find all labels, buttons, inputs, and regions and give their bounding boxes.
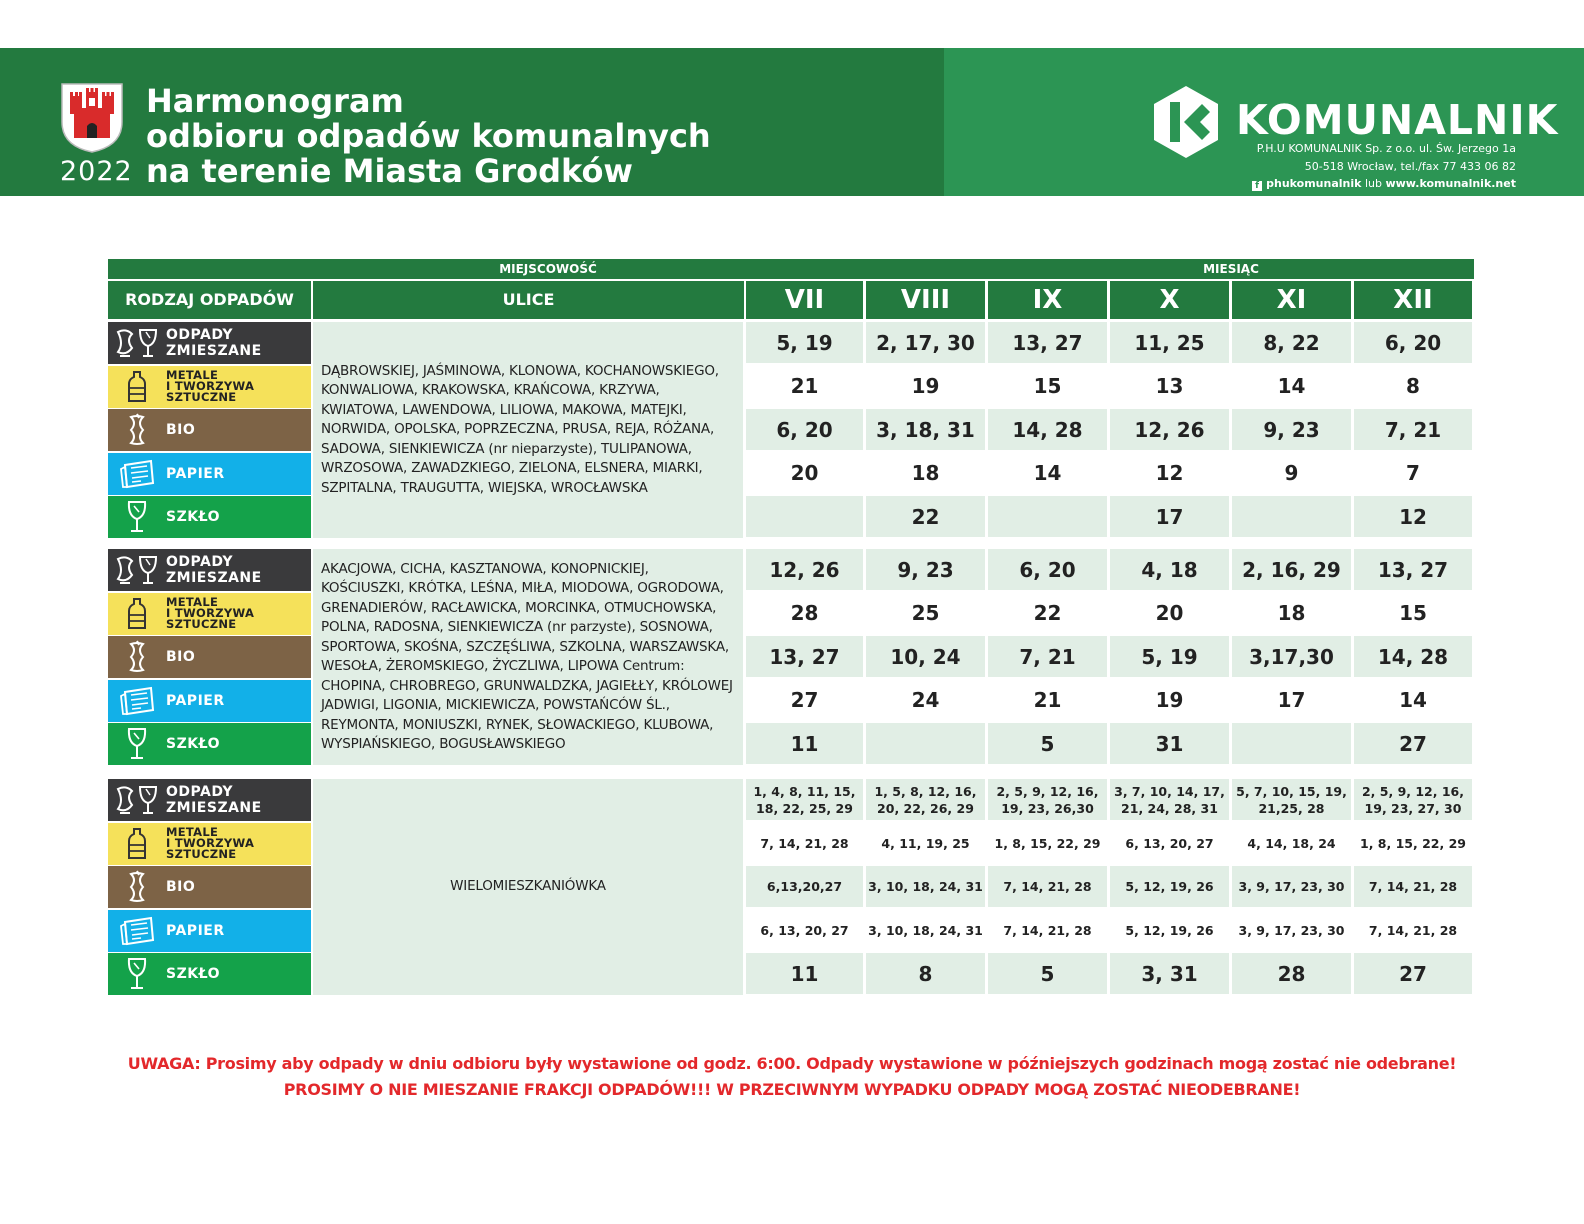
pickup-dates: 12 [1110,453,1229,494]
brand-name: KOMUNALNIK [1236,96,1559,144]
group-label-location: MIEJSCOWOŚĆ [108,259,988,279]
pickup-dates: 7, 14, 21, 28 [1354,866,1472,907]
pickup-dates: 5, 7, 10, 15, 19, 21,25, 28 [1232,779,1351,820]
waste-type-apple-core [108,866,311,908]
waste-type-label [166,736,220,752]
pickup-dates: 6, 20 [988,549,1107,590]
address-line-1: P.H.U KOMUNALNIK Sp. z o.o. ul. Św. Jerzego 1a [1256,142,1516,155]
pickup-dates: 7, 14, 21, 28 [746,823,863,864]
pickup-dates: 12, 26 [746,549,863,590]
pickup-dates: 9 [1232,453,1351,494]
pickup-dates: 8, 22 [1232,322,1351,363]
pickup-dates: 2, 16, 29 [1232,549,1351,590]
waste-type-bottle [108,366,311,408]
pickup-dates: 25 [866,593,985,634]
header-month-xi: XI [1232,281,1351,319]
schedule-year: 2022 [60,156,133,187]
waste-type-label-line: ODPADY [166,327,234,343]
wine-glass-icon [108,953,166,995]
pickup-dates: 21 [988,680,1107,721]
pickup-dates: 21 [746,366,863,407]
waste-type-label-line: I TWORZYWA [166,379,255,394]
pickup-dates: 11 [746,723,863,764]
header-month-xii: XII [1354,281,1472,319]
pickup-dates: 14 [1232,366,1351,407]
waste-type-wine-glass [108,496,311,538]
social-links [1252,177,1516,191]
newspaper-icon [108,453,166,495]
facebook-link[interactable]: phukomunalnik [1266,177,1362,190]
pickup-dates: 6, 13, 20, 27 [1110,823,1229,864]
waste-type-bottle [108,593,311,635]
social-separator: lub [1361,177,1386,190]
waste-type-label [166,827,254,860]
pickup-dates: 4, 18 [1110,549,1229,590]
bottle-icon [108,823,166,865]
pickup-dates: 18 [1232,593,1351,634]
pickup-dates: 5 [988,953,1107,994]
waste-type-label-line: METALE [166,595,219,610]
waste-type-newspaper [108,680,311,722]
header-month-ix: IX [988,281,1107,319]
pickup-dates: 5, 12, 19, 26 [1110,866,1229,907]
pickup-dates: 12, 26 [1110,409,1229,450]
waste-type-mixed-waste [108,549,311,591]
pickup-dates [746,496,863,537]
street-list: DĄBROWSKIEJ, JAŚMINOWA, KLONOWA, KOCHANOWSKIEGO, KONWALIOWA, KRAKOWSKA, KRAŃCOWA, KRZYWA, KWIATOWA, LAWENDOWA, LILIOWA, MAKOWA, MATEJKI, NORWIDA, OPOLSKA, POPRZECZNA, PRUSA, REJA, RÓŻANA, SADOWA, SIENKIEWICZA (nr nieparzyste), TULIPANOWA, WRZOSOWA, ZAWADZKIEGO, ZIELONA, ELSNERA, MIARKI, SZPITALNA, TRAUGUTTA, WIEJSKA, WROCŁAWSKA [313,322,743,538]
pickup-dates: 15 [988,366,1107,407]
pickup-dates: 1, 8, 15, 22, 29 [1354,823,1472,864]
pickup-dates: 17 [1110,496,1229,537]
pickup-dates: 12 [1354,496,1472,537]
pickup-dates: 31 [1110,723,1229,764]
pickup-dates: 2, 5, 9, 12, 16, 19, 23, 27, 30 [1354,779,1472,820]
pickup-dates: 28 [1232,953,1351,994]
header-month-x: X [1110,281,1229,319]
waste-type-mixed-waste [108,779,311,821]
waste-type-label-line: SZTUCZNE [166,847,237,862]
pickup-dates: 27 [1354,953,1472,994]
pickup-dates: 9, 23 [1232,409,1351,450]
mixed-waste-icon [108,779,166,821]
waste-type-label-line: ZMIESZANE [166,570,262,586]
header-streets: ULICE [313,281,744,319]
waste-type-label-line: ODPADY [166,554,234,570]
pickup-dates: 13, 27 [988,322,1107,363]
pickup-dates: 2, 5, 9, 12, 16, 19, 23, 26,30 [988,779,1107,820]
pickup-dates: 27 [1354,723,1472,764]
waste-type-label [166,923,225,939]
pickup-dates: 14 [988,453,1107,494]
waste-type-wine-glass [108,953,311,995]
waste-type-label [166,370,254,403]
waste-type-label [166,597,254,630]
waste-type-label-line: ZMIESZANE [166,343,262,359]
waste-type-label [166,879,195,895]
mixed-waste-icon [108,322,166,364]
pickup-dates: 8 [866,953,985,994]
pickup-dates: 1, 4, 8, 11, 15, 18, 22, 25, 29 [746,779,863,820]
waste-type-label-line: BIO [166,422,196,439]
pickup-dates [1232,496,1351,537]
pickup-dates: 19 [866,366,985,407]
pickup-dates: 20 [1110,593,1229,634]
pickup-dates: 22 [988,593,1107,634]
waste-type-label [166,966,220,982]
pickup-dates: 3, 7, 10, 14, 17, 21, 24, 28, 31 [1110,779,1229,820]
title-line-3: na terenie Miasta Grodków [146,152,633,190]
pickup-dates: 3,17,30 [1232,636,1351,677]
waste-type-label-line: SZTUCZNE [166,390,237,405]
pickup-dates: 2, 17, 30 [866,322,985,363]
pickup-dates: 1, 8, 15, 22, 29 [988,823,1107,864]
waste-type-label-line: SZKŁO [166,966,220,983]
waste-type-label [166,784,262,816]
waste-type-newspaper [108,453,311,495]
pickup-dates: 19 [1110,680,1229,721]
street-list: WIELOMIESZKANIÓWKA [313,779,743,995]
apple-core-icon [108,866,166,908]
waste-type-label-line: SZKŁO [166,509,220,526]
notice-line-1: UWAGA: Prosimy aby odpady w dniu odbioru były wystawione od godz. 6:00. Odpady wystawione w późniejszych godzinach mogą zostać nie odebrane! [127,1054,1457,1073]
waste-type-label-line: BIO [166,879,196,896]
pickup-dates: 7, 14, 21, 28 [988,910,1107,951]
facebook-icon: f [1252,181,1262,191]
pickup-dates: 22 [866,496,985,537]
pickup-dates: 9, 23 [866,549,985,590]
waste-type-label [166,509,220,525]
newspaper-icon [108,680,166,722]
apple-core-icon [108,409,166,451]
pickup-dates: 24 [866,680,985,721]
pickup-dates: 1, 5, 8, 12, 16, 20, 22, 26, 29 [866,779,985,820]
pickup-dates: 14, 28 [1354,636,1472,677]
pickup-dates: 3, 9, 17, 23, 30 [1232,910,1351,951]
waste-type-label-line: PAPIER [166,922,225,939]
pickup-dates: 5, 12, 19, 26 [1110,910,1229,951]
waste-type-wine-glass [108,723,311,765]
pickup-dates: 27 [746,680,863,721]
pickup-dates: 10, 24 [866,636,985,677]
pickup-dates: 5 [988,723,1107,764]
waste-type-label-line: SZKŁO [166,736,220,753]
pickup-dates: 5, 19 [746,322,863,363]
header-banner [0,48,1584,196]
pickup-dates: 3, 18, 31 [866,409,985,450]
waste-type-newspaper [108,910,311,952]
notice-line-2: PROSIMY O NIE MIESZANIE FRAKCJI ODPADÓW!!! W PRZECIWNYM WYPADKU ODPADY MOGĄ ZOSTAĆ NIEODEBRANE! [283,1080,1301,1099]
pickup-dates: 13, 27 [1354,549,1472,590]
waste-type-label [166,422,195,438]
pickup-dates: 18 [866,453,985,494]
pickup-dates: 13, 27 [746,636,863,677]
waste-type-bottle [108,823,311,865]
waste-type-label [166,327,262,359]
apple-core-icon [108,636,166,678]
komunalnik-logo-icon [1150,84,1222,160]
waste-type-label-line: I TWORZYWA [166,606,255,621]
pickup-dates: 7, 21 [988,636,1107,677]
waste-type-label-line: I TWORZYWA [166,836,255,851]
waste-type-label [166,554,262,586]
pickup-dates: 3, 10, 18, 24, 31 [866,866,985,907]
pickup-dates: 8 [1354,366,1472,407]
address-line-2: 50-518 Wrocław, tel./fax 77 433 06 82 [1304,160,1516,173]
pickup-dates: 4, 14, 18, 24 [1232,823,1351,864]
group-label-month: MIESIĄC [988,259,1474,279]
pickup-dates: 7, 14, 21, 28 [988,866,1107,907]
waste-type-label-line: METALE [166,368,219,383]
waste-type-label-line: PAPIER [166,692,225,709]
waste-type-label [166,649,195,665]
pickup-dates: 14, 28 [988,409,1107,450]
pickup-dates: 14 [1354,680,1472,721]
pickup-dates: 6, 20 [746,409,863,450]
pickup-dates: 4, 11, 19, 25 [866,823,985,864]
pickup-dates: 7 [1354,453,1472,494]
pickup-dates: 11, 25 [1110,322,1229,363]
waste-type-label-line: ZMIESZANE [166,800,262,816]
mixed-waste-icon [108,549,166,591]
waste-type-apple-core [108,636,311,678]
pickup-dates: 6, 20 [1354,322,1472,363]
pickup-dates: 17 [1232,680,1351,721]
bottle-icon [108,366,166,408]
header-month-vii: VII [746,281,863,319]
pickup-dates: 6,13,20,27 [746,866,863,907]
pickup-dates: 3, 9, 17, 23, 30 [1232,866,1351,907]
pickup-dates [1232,723,1351,764]
pickup-dates: 11 [746,953,863,994]
title-line-1: Harmonogram [146,82,404,120]
pickup-dates [866,723,985,764]
pickup-dates: 3, 31 [1110,953,1229,994]
pickup-dates: 13 [1110,366,1229,407]
pickup-dates: 7, 14, 21, 28 [1354,910,1472,951]
pickup-dates [988,496,1107,537]
wine-glass-icon [108,723,166,765]
waste-type-label-line: SZTUCZNE [166,617,237,632]
header-type: RODZAJ ODPADÓW [108,281,311,319]
pickup-dates: 6, 13, 20, 27 [746,910,863,951]
pickup-dates: 28 [746,593,863,634]
waste-type-apple-core [108,409,311,451]
wine-glass-icon [108,496,166,538]
waste-type-mixed-waste [108,322,311,364]
website-link[interactable]: www.komunalnik.net [1385,177,1516,190]
pickup-dates: 3, 10, 18, 24, 31 [866,910,985,951]
page-title [146,84,711,189]
city-crest-icon [60,82,124,154]
header-month-viii: VIII [866,281,985,319]
pickup-dates: 20 [746,453,863,494]
pickup-dates: 7, 21 [1354,409,1472,450]
waste-type-label-line: BIO [166,649,196,666]
title-line-2: odbioru odpadów komunalnych [146,117,711,155]
waste-type-label-line: METALE [166,825,219,840]
bottle-icon [108,593,166,635]
waste-type-label-line: ODPADY [166,784,234,800]
pickup-dates: 15 [1354,593,1472,634]
waste-type-label [166,693,225,709]
pickup-dates: 5, 19 [1110,636,1229,677]
waste-type-label [166,466,225,482]
newspaper-icon [108,910,166,952]
street-list: AKACJOWA, CICHA, KASZTANOWA, KONOPNICKIEJ, KOŚCIUSZKI, KRÓTKA, LEŚNA, MIŁA, MIODOWA, OGRODOWA, GRENADIERÓW, RACŁAWICKA, MORCINKA, OTMUCHOWSKA, POLNA, RADOSNA, SIENKIEWICZA (nr parzyste), SOSNOWA, SPORTOWA, SKOŚNA, SZCZĘŚLIWA, SZKOLNA, WARSZAWSKA, WESOŁA, ŻEROMSKIEGO, ŻYCZLIWA, LIPOWA Centrum: CHOPINA, CHROBREGO, GRUNWALDZKA, JAGIEŁŁY, KRÓLOWEJ JADWIGI, LIGONIA, MICKIEWICZA, POWSTAŃCÓW ŚL., REYMONTA, MONIUSZKI, RYNEK, SŁOWACKIEGO, KLUBOWA, WYSPIAŃSKIEGO, BOGUSŁAWSKIEGO [313,549,743,765]
waste-type-label-line: PAPIER [166,465,225,482]
